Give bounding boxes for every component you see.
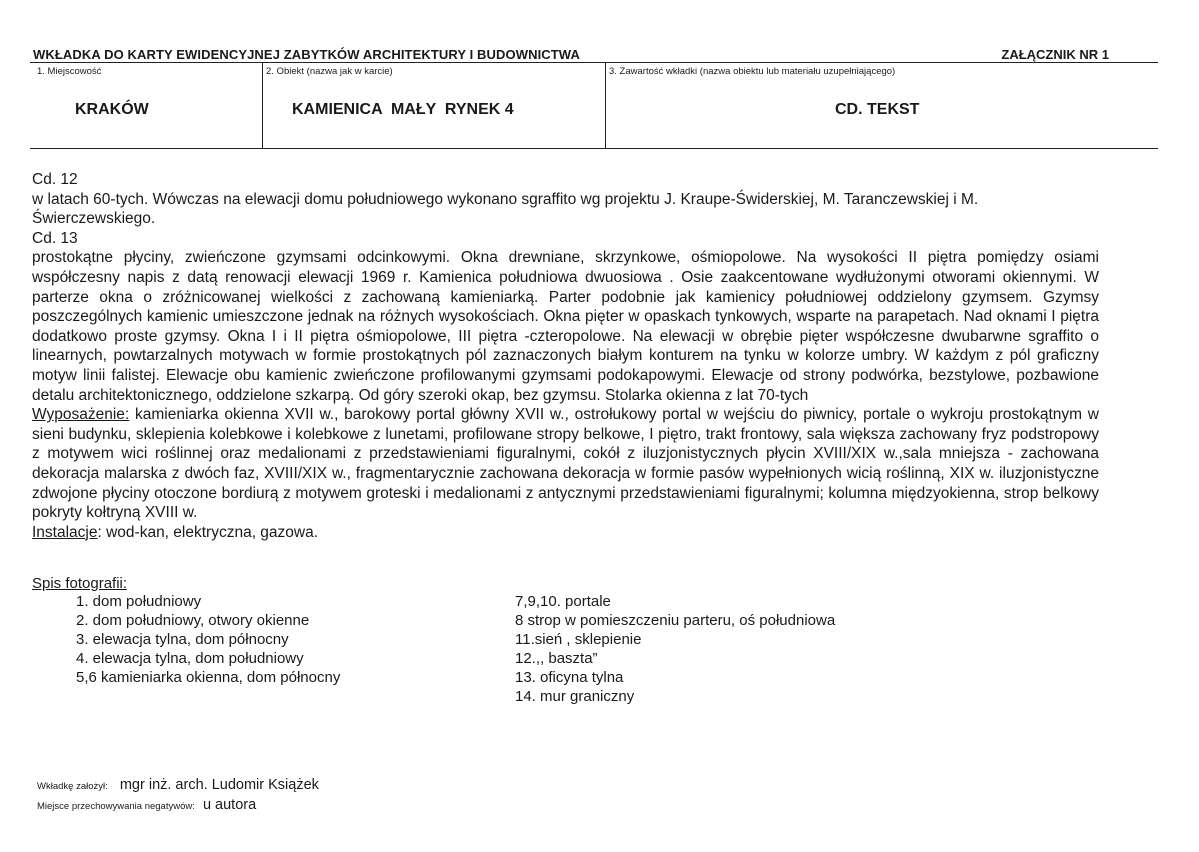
photo-list-item: 3. elewacja tylna, dom północny	[76, 631, 289, 648]
field-label-content: 3. Zawartość wkładki (nazwa obiektu lub materiału uzupełniającego)	[609, 66, 896, 77]
section-text-cd13: prostokątne płyciny, zwieńczone gzymsami odcinkowymi. Okna drewniane, skrzynkowe, ośmiopolowe. Na wysokości II piętra pomiędzy osiami współczesny napis z datą renowacji elewacji 1969 r. Kamienica południowa dwuosiowa . Osie zaakcentowane wydłużonymi otworami okiennymi. W parterze okna o zróżnicowanej wielkości z zachowaną kamieniarką. Parter podobnie jak kamienicy południowej oddzielony gzymsem. Gzymsy poszczególnych kamienic umieszczone jednak na różnych wysokościach. Okna pięter w opaskach tynkowych, wsparte na parapetach. Nad oknami I piętra dodatkowo proste gzymsy. Okna I i II piętra ośmiopolowe, III piętra -czteropolowe. Na elewacji w obrębie pięter współczesne dwubarwne sgraffito o linearnych, powtarzalnych motywach w formie prostokątnych pól zaznaczonych białym konturem na tynku w kolorze umbry. W każdym z pól graficzny motyw linii falistej. Elewacje obu kamienic zwieńczone profilowanymi gzymsami podokapowymi. Elewacje od strony podwórka, bezstylowe, pozbawione detalu architektonicznego, oddzielone szkarpą. Od góry szeroki okap, bez gzymsu. Stolarka okienna z lat 70-tych	[32, 249, 1099, 404]
photo-list-left	[76, 592, 340, 687]
equipment-text: kamieniarka okienna XVII w., barokowy portal główny XVII w., ostrołukowy portal w wejściu do piwnicy, portale o wykroju prostokątnym w sieni budynku, sklepienia kolebkowe i kolebkowe z lunetami, profilowane stropy belkowe, I piętro, trakt frontowy, sala większa zachowany fryz podstropowy z motywem wici roślinnej oraz medalionami z przedstawieniami figuralnymi, cokół z iluzjonistycznych płycin XVIII/XIX w.,sala mniejsza - zachowana dekoracja malarska z dwóch faz, XVIII/XIX w., fragmentarycznie zachowana dekoracja w formie pasów wypełnionych wicią roślinną, XIX w. iluzjonistyczne zdwojone płyciny otoczone bordiurą z motywem groteski i medalionami z antycznymi przedstawieniami figuralnymi; kolumna międzyokienna, strop belkowy pokryty kołtryną XVIII w.	[32, 406, 1099, 522]
section-heading-cd12: Cd. 12	[32, 171, 78, 188]
photo-list-item: 8 strop w pomieszczeniu parteru, oś południowa	[515, 612, 836, 629]
author-label: Wkładkę założył:	[37, 781, 108, 792]
installations-paragraph	[32, 523, 1099, 543]
form-title: WKŁADKA DO KARTY EWIDENCYJNEJ ZABYTKÓW ARCHITEKTURY I BUDOWNICTWA	[33, 47, 580, 62]
field-value-locality: KRAKÓW	[75, 101, 149, 118]
table-divider-1	[262, 62, 263, 148]
table-bottom-border	[30, 148, 1158, 149]
photo-list-right	[515, 592, 835, 706]
photo-list-item: 14. mur graniczny	[515, 688, 635, 705]
photo-list-item: 12.,, baszta”	[515, 650, 598, 667]
photo-list-item: 11.sień , sklepienie	[515, 631, 642, 648]
photo-list-item: 5,6 kamieniarka okienna, dom północny	[76, 669, 341, 686]
photo-list-item: 1. dom południowy	[76, 593, 202, 610]
storage-value: u autora	[202, 797, 257, 813]
installations-label: Instalacje	[32, 523, 98, 541]
field-value-content: CD. TEKST	[835, 101, 920, 118]
table-top-border	[30, 62, 1158, 63]
author-line	[37, 777, 319, 793]
photo-list-item: 2. dom południowy, otwory okienne	[76, 612, 310, 629]
section-heading-cd13: Cd. 13	[32, 229, 78, 247]
field-label-locality: 1. Miejscowość	[37, 66, 102, 77]
photo-list-item: 13. oficyna tylna	[515, 669, 624, 686]
storage-line	[37, 797, 256, 813]
field-label-object: 2. Obiekt (nazwa jak w karcie)	[266, 66, 393, 77]
field-value-object: KAMIENICA MAŁY RYNEK 4	[292, 101, 514, 118]
section-text-cd12: w latach 60-tych. Wówczas na elewacji domu południowego wykonano sgraffito wg projektu J. Kraupe-Świderskiej, M. Taranczewskiej i M. Świerczewskiego.	[32, 190, 979, 228]
installations-text: : wod-kan, elektryczna, gazowa.	[97, 523, 319, 541]
table-divider-2	[605, 62, 606, 148]
document-body	[32, 170, 1099, 542]
author-value: mgr inż. arch. Ludomir Książek	[119, 777, 319, 793]
annex-label: ZAŁĄCZNIK NR 1	[1001, 47, 1109, 62]
equipment-label: Wyposażenie:	[32, 406, 130, 424]
photo-list-heading: Spis fotografii:	[32, 575, 128, 592]
storage-label: Miejsce przechowywania negatywów:	[37, 801, 195, 812]
photo-list-item: 7,9,10. portale	[515, 593, 611, 610]
photo-list-item: 4. elewacja tylna, dom południowy	[76, 650, 304, 667]
equipment-paragraph	[32, 405, 1099, 523]
